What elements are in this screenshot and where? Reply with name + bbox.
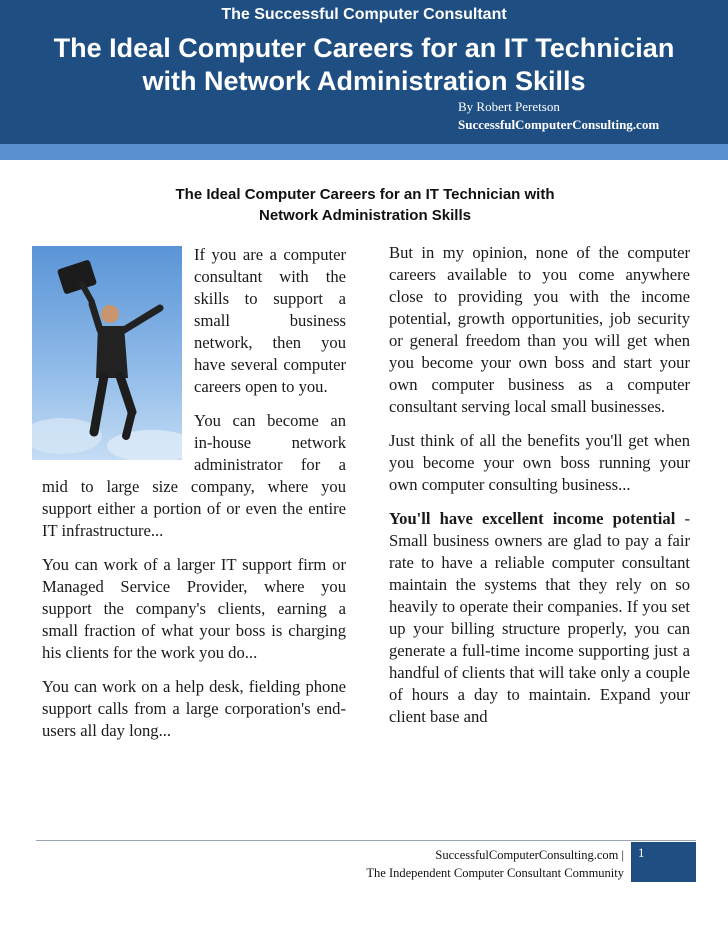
left-paragraph-1: If you are a computer consultant with the skills to support a small business network, then you have several computer careers open to you. [194,245,346,396]
page-number: 1 [638,845,645,860]
right-column [389,242,690,740]
footer-site[interactable]: SuccessfulComputerConsulting.com | [435,848,624,862]
author: By Robert Peretson [458,99,560,114]
article-title [60,184,670,226]
page-number-box [631,842,696,882]
banner-title-line2: with Network Administration Skills [142,66,586,96]
right-paragraph-1: But in my opinion, none of the computer careers available to you come anywhere close to providing you with the income potential, growth opportunities, job security or general freedom than you will get when you become your own boss and start your own computer business as a computer consultant serving local small businesses. [389,243,690,416]
income-heading: You'll have excellent income potential [389,509,676,528]
left-paragraph-3: You can work of a larger IT support firm or Managed Service Provider, where you support the company's clients, earning a small fraction of what your boss is charging his clients for the work you do... [42,555,346,662]
banner-stripe [0,144,728,160]
income-paragraph [389,508,690,728]
footer-text [280,846,624,882]
footer-community: The Independent Computer Consultant Community [366,866,624,880]
banner-title-line1: The Ideal Computer Careers for an IT Technician [53,33,675,63]
article-title-line2: Network Administration Skills [259,207,471,224]
income-text: - Small business owners are glad to pay a fair rate to have a reliable computer consultant maintain the systems that they rely on so heavily to operate their companies. If you set up your billing structure properly, you can generate a full-time income supporting just a handful of clients that will take only a couple of hours a day to maintain. Expand your client base and [389,509,690,726]
right-paragraph-2: Just think of all the benefits you'll get when you become your own boss running your own computer consulting business... [389,431,690,494]
article-title-line1: The Ideal Computer Careers for an IT Technician with [175,186,555,203]
businessman-illustration [32,246,182,460]
header-banner [0,0,728,144]
left-column [42,244,346,754]
left-paragraph-4: You can work on a help desk, fielding phone support calls from a large corporation's end-users all day long... [42,677,346,740]
series-title: The Successful Computer Consultant [221,6,507,23]
banner-title [0,32,728,98]
footer-rule [36,840,696,841]
businessman-jumping-photo [32,246,182,460]
byline [458,98,659,134]
left-paragraph-2: You can become an in-house network administrator for a mid to large size company, where you support either a portion of or even the entire IT infrastructure... [42,411,346,540]
site-link[interactable]: SuccessfulComputerConsulting.com [458,117,660,132]
